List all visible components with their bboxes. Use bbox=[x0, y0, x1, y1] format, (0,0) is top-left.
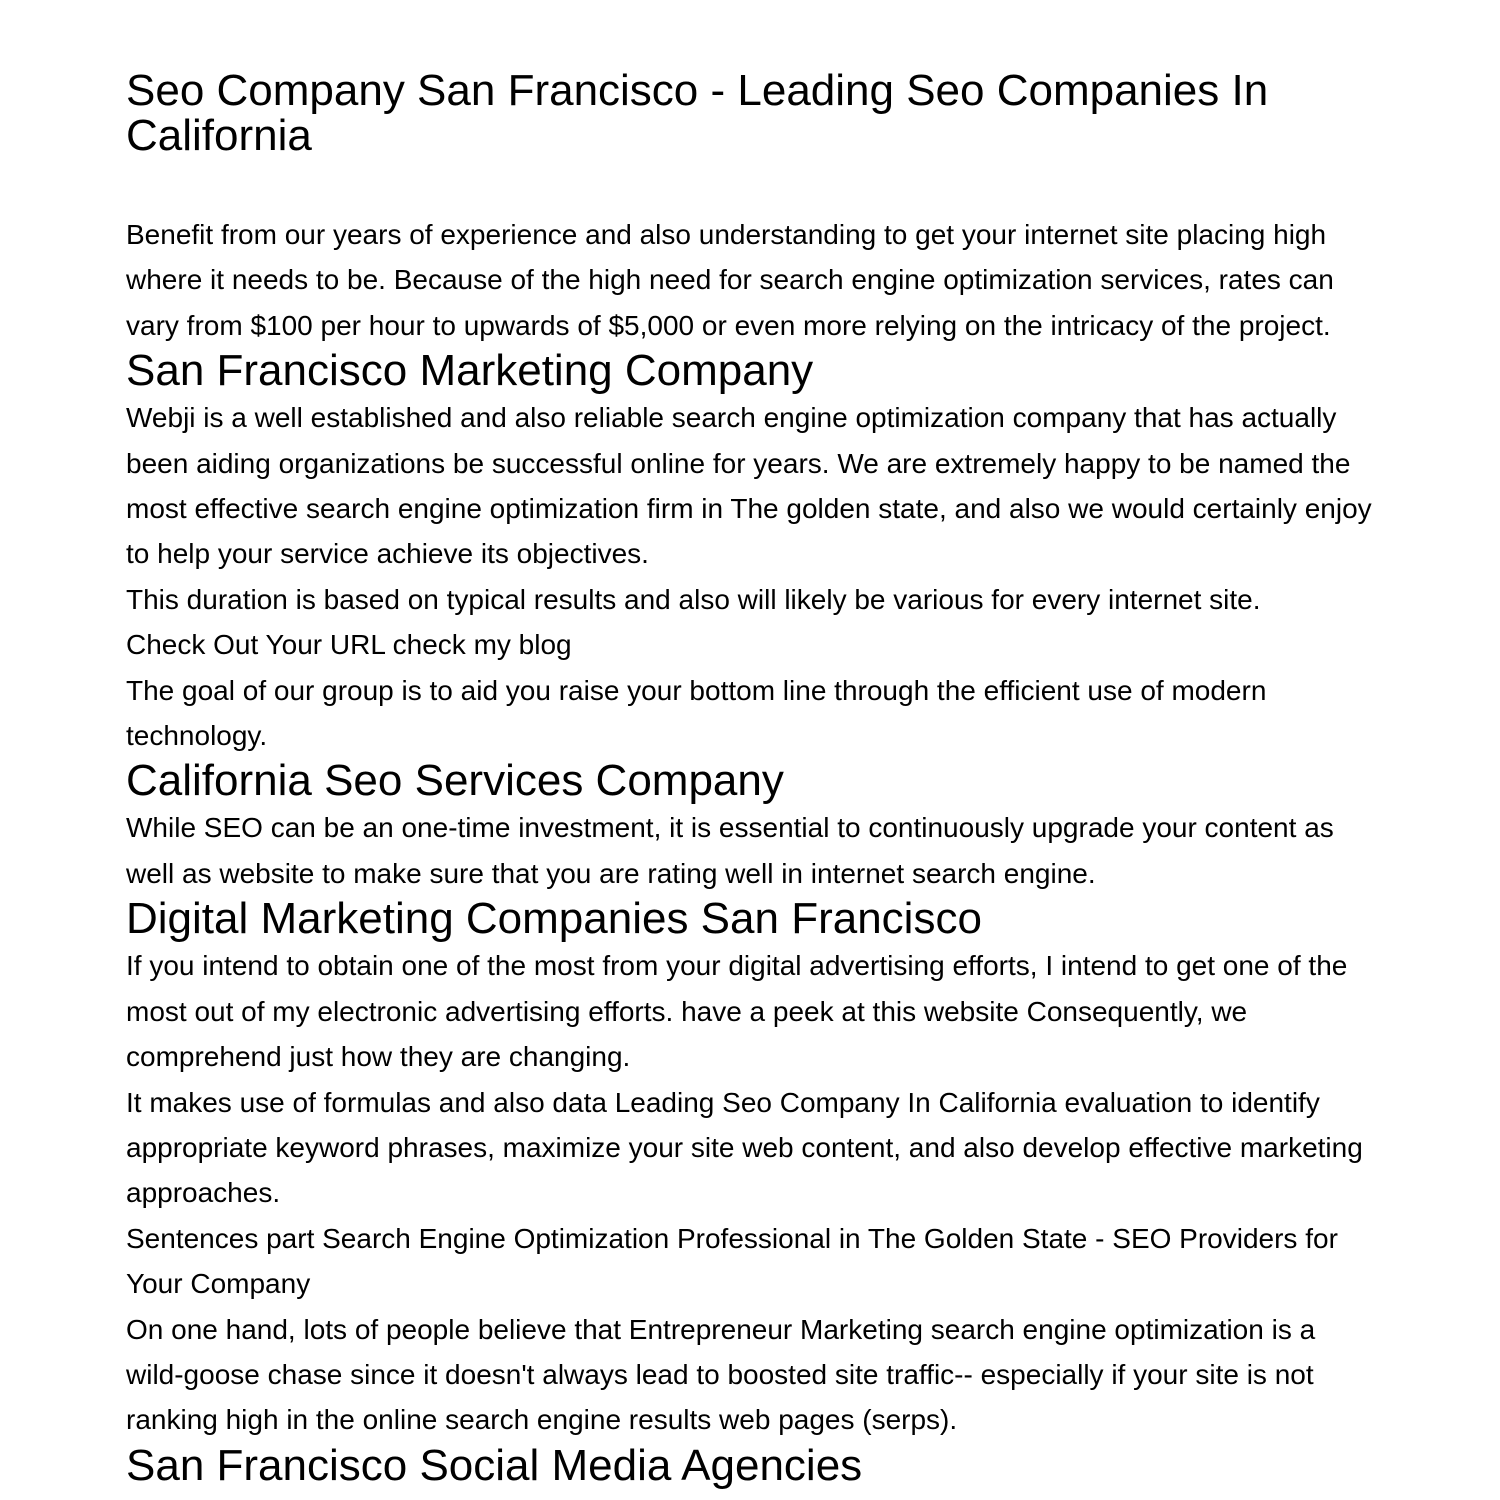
paragraph-text: If you intend to obtain one of the most from your digital advertising efforts, I intend to get one of the most out of my electronic advertising efforts. bbox=[126, 950, 1348, 1027]
paragraph-text: evaluation to identify appropriate keyword phrases, maximize your site web content, and also develop effective marketing approaches. bbox=[126, 1086, 1363, 1209]
paragraph: The goal of our group is to aid you raise your bottom line through the efficient use of modern technology. bbox=[126, 674, 1267, 752]
paragraph-text: It makes use of formulas and also data bbox=[126, 1086, 615, 1118]
leading-seo-company-link[interactable]: Leading Seo Company In California bbox=[614, 1086, 1057, 1118]
paragraph: While SEO can be an one-time investment, it is essential to continuously upgrade your content as well as website to make sure that you are rating well in internet search engine. bbox=[126, 812, 1334, 889]
check-my-blog-link[interactable]: check my blog bbox=[392, 629, 572, 661]
intro-paragraph: Benefit from our years of experience and also understanding to get your internet site placing high where it needs to be. Because of the high need for search engine optimization services, rates can vary from $100 per hour to upwards of $5,000 or even more relying on the intricacy of the project. bbox=[126, 219, 1334, 341]
section-digital-marketing bbox=[126, 896, 1376, 1442]
section-heading: San Francisco Marketing Company bbox=[126, 346, 814, 396]
have-a-peek-link[interactable]: have a peek at this website bbox=[681, 995, 1019, 1027]
paragraph-text: Consequently, we comprehend just how they are changing. bbox=[126, 995, 1248, 1073]
section-heading: California Seo Services Company bbox=[126, 756, 784, 806]
paragraph: Webji is a well established and also reliable search engine optimization company that has actually been aiding organizations be successful online for years. We are extremely happy to be named the most effective search engine optimization firm in The golden state, and also we would certainly enjoy to help your service achieve its objectives. bbox=[126, 402, 1372, 570]
page-title: Seo Company San Francisco - Leading Seo Companies In California bbox=[126, 66, 1269, 160]
link-prefix: Check Out Your URL bbox=[126, 629, 393, 661]
document-page bbox=[126, 68, 1376, 1490]
section-san-francisco-marketing bbox=[126, 348, 1376, 758]
section-social-media-agencies bbox=[126, 1440, 1376, 1490]
paragraph bbox=[126, 1080, 1376, 1216]
intro-section bbox=[126, 212, 1376, 348]
paragraph: On one hand, lots of people believe that Entrepreneur Marketing search engine optimization is a wild-goose chase since it doesn't always lead to boosted site traffic-- especially if your site is not ranking high in the online search engine results web pages (serps). bbox=[126, 1313, 1316, 1436]
paragraph bbox=[126, 943, 1376, 1079]
paragraph: This duration is based on typical results and also will likely be various for every internet site. bbox=[126, 583, 1261, 615]
section-heading: Digital Marketing Companies San Francisco bbox=[126, 894, 982, 944]
section-california-seo-services bbox=[126, 758, 1376, 896]
paragraph: Sentences part Search Engine Optimization Professional in The Golden State - SEO Providers for Your Company bbox=[126, 1222, 1338, 1300]
link-line bbox=[126, 622, 1376, 667]
section-heading: San Francisco Social Media Agencies bbox=[126, 1440, 863, 1490]
